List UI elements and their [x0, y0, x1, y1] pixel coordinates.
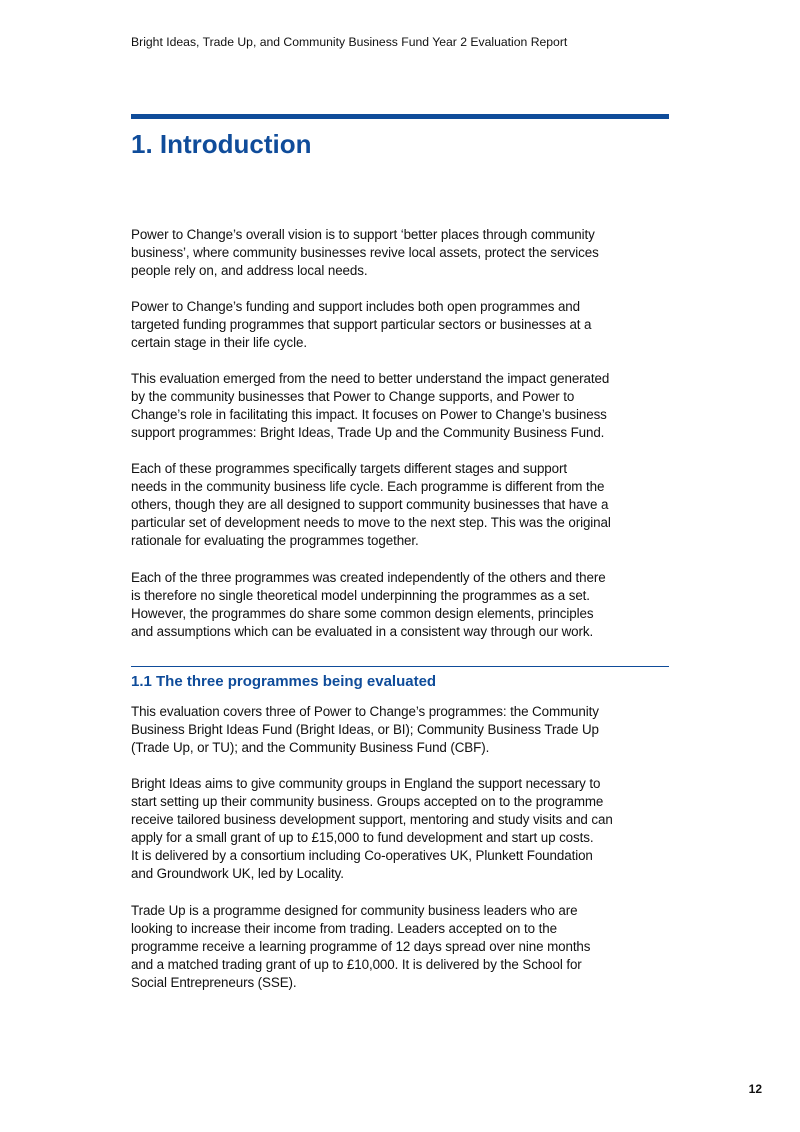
section-paragraph [131, 703, 676, 757]
intro-paragraph [131, 370, 676, 442]
text-line: targeted funding programmes that support particular sectors or businesses at a [131, 317, 592, 332]
intro-paragraph [131, 569, 676, 641]
text-line: apply for a small grant of up to £15,000 to fund development and start up costs. [131, 830, 594, 845]
running-header: Bright Ideas, Trade Up, and Community Business Fund Year 2 Evaluation Report [131, 35, 568, 49]
section-divider [131, 666, 669, 667]
text-line: by the community businesses that Power to Change supports, and Power to [131, 389, 575, 404]
page-number: 12 [748, 1082, 762, 1096]
text-line: looking to increase their income from trading. Leaders accepted on to the [131, 921, 557, 936]
text-line: Change’s role in facilitating this impact. It focuses on Power to Change’s business [131, 407, 607, 422]
section-paragraph [131, 775, 676, 883]
text-line: It is delivered by a consortium including Co-operatives UK, Plunkett Foundation [131, 848, 593, 863]
text-line: Business Bright Ideas Fund (Bright Ideas, or BI); Community Business Trade Up [131, 722, 599, 737]
text-line: This evaluation emerged from the need to better understand the impact generated [131, 371, 610, 386]
text-line: and assumptions which can be evaluated in a consistent way through our work. [131, 624, 594, 639]
text-line: and a matched trading grant of up to £10,000. It is delivered by the School for [131, 957, 582, 972]
intro-paragraph [131, 460, 676, 550]
text-line: programme receive a learning programme of 12 days spread over nine months [131, 939, 591, 954]
section-heading: 1.1 The three programmes being evaluated [131, 673, 437, 690]
text-line: Each of the three programmes was created independently of the others and there [131, 570, 606, 585]
text-line: receive tailored business development support, mentoring and study visits and can [131, 812, 613, 827]
text-line: others, though they are all designed to support community businesses that have a [131, 497, 609, 512]
text-line: This evaluation covers three of Power to Change’s programmes: the Community [131, 704, 599, 719]
text-line: However, the programmes do share some common design elements, principles [131, 606, 594, 621]
text-line: start setting up their community business. Groups accepted on to the programme [131, 794, 604, 809]
chapter-title-rule [131, 114, 669, 119]
text-line: Social Entrepreneurs (SSE). [131, 975, 297, 990]
intro-paragraph [131, 298, 676, 352]
text-line: business’, where community businesses revive local assets, protect the services [131, 245, 599, 260]
chapter-title: 1. Introduction [131, 129, 312, 159]
text-line: Each of these programmes specifically targets different stages and support [131, 461, 567, 476]
text-line: Power to Change’s overall vision is to support ‘better places through community [131, 227, 595, 242]
text-line: Power to Change’s funding and support includes both open programmes and [131, 299, 580, 314]
text-line: (Trade Up, or TU); and the Community Business Fund (CBF). [131, 740, 490, 755]
text-line: particular set of development needs to move to the next step. This was the original [131, 515, 611, 530]
text-line: people rely on, and address local needs. [131, 263, 368, 278]
text-line: Bright Ideas aims to give community groups in England the support necessary to [131, 776, 601, 791]
section-paragraph [131, 902, 676, 992]
text-line: support programmes: Bright Ideas, Trade Up and the Community Business Fund. [131, 425, 605, 440]
text-line: is therefore no single theoretical model underpinning the programmes as a set. [131, 588, 590, 603]
text-line: and Groundwork UK, led by Locality. [131, 866, 344, 881]
text-line: certain stage in their life cycle. [131, 335, 307, 350]
text-line: rationale for evaluating the programmes together. [131, 533, 419, 548]
text-line: needs in the community business life cycle. Each programme is different from the [131, 479, 605, 494]
text-line: Trade Up is a programme designed for community business leaders who are [131, 903, 578, 918]
intro-paragraph [131, 226, 676, 280]
